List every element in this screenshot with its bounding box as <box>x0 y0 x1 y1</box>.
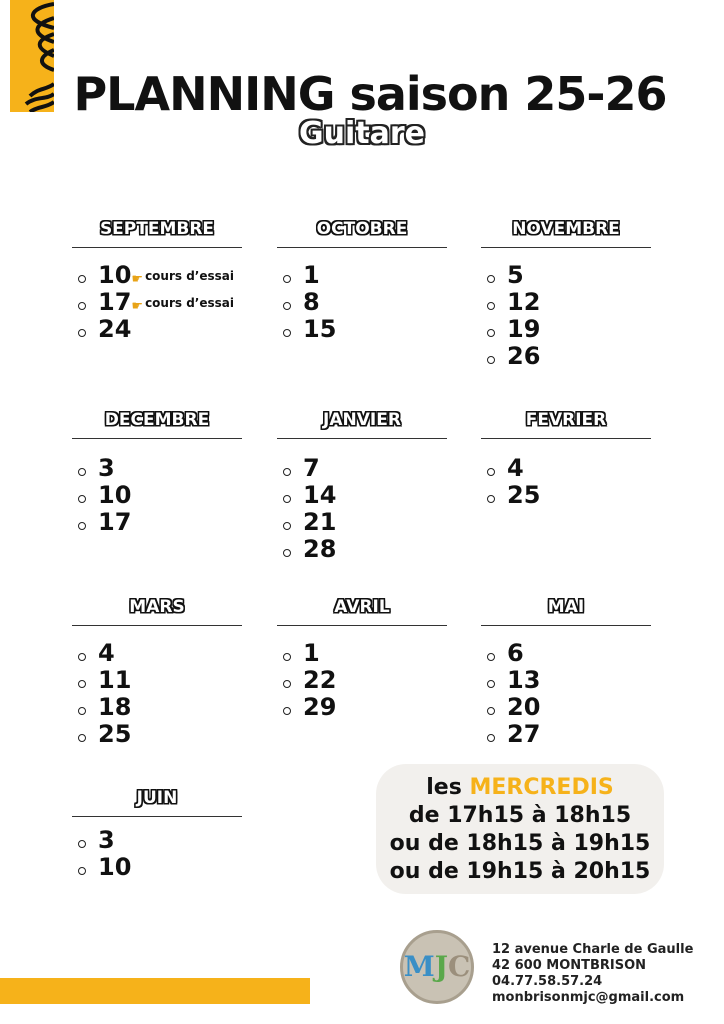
date-item <box>277 316 447 343</box>
month-divider <box>481 247 651 248</box>
date-list <box>277 640 447 721</box>
month-janvier <box>277 407 447 563</box>
date-item <box>481 289 651 316</box>
month-divider <box>72 816 242 817</box>
page-subtitle: Guitare <box>299 116 425 151</box>
date-day: 27 <box>507 720 541 748</box>
month-fevrier <box>481 407 651 509</box>
date-note: cours d’essai <box>145 268 234 283</box>
date-item <box>72 667 242 694</box>
month-octobre <box>277 216 447 343</box>
contact-email: monbrisonmjc@gmail.com <box>492 990 685 1005</box>
schedule-slot: de 17h15 à 18h15 <box>408 803 632 828</box>
date-item <box>72 640 242 667</box>
date-day: 12 <box>507 288 541 316</box>
date-day: 20 <box>507 693 541 721</box>
page-title: PLANNING saison 25-26 <box>73 67 667 121</box>
date-item <box>481 640 651 667</box>
date-day: 29 <box>303 693 337 721</box>
date-item <box>277 694 447 721</box>
month-novembre <box>481 216 651 370</box>
month-mai <box>481 594 651 748</box>
date-list <box>277 455 447 563</box>
date-day: 14 <box>303 481 337 509</box>
date-item <box>72 827 242 854</box>
month-name: OCTOBRE <box>316 219 408 239</box>
date-list <box>481 262 651 370</box>
month-name: AVRIL <box>334 597 390 617</box>
schedule-day: MERCREDIS <box>469 775 614 800</box>
date-list <box>72 640 242 748</box>
date-item <box>277 667 447 694</box>
month-name: SEPTEMBRE <box>99 219 215 239</box>
bottom-accent-bar <box>0 978 310 1004</box>
date-item <box>72 262 242 289</box>
date-item <box>481 721 651 748</box>
date-day: 7 <box>303 454 320 482</box>
month-divider <box>72 247 242 248</box>
date-note: cours d’essai <box>145 295 234 310</box>
mjc-logo: MJC <box>400 930 474 1004</box>
date-day: 25 <box>507 481 541 509</box>
month-name: JANVIER <box>323 410 401 430</box>
schedule-heading: les MERCREDIS <box>426 775 614 800</box>
date-list <box>72 827 242 881</box>
date-item <box>277 455 447 482</box>
date-day: 13 <box>507 666 541 694</box>
schedule-slot: ou de 19h15 à 20h15 <box>389 859 651 884</box>
date-item <box>481 455 651 482</box>
date-list <box>481 640 651 748</box>
month-name: MAI <box>547 597 585 617</box>
month-divider <box>481 438 651 439</box>
pointing-hand-icon: ☛ <box>131 272 144 287</box>
date-item <box>277 509 447 536</box>
date-item <box>481 316 651 343</box>
date-day: 10 <box>98 853 132 881</box>
contact-street: 12 avenue Charle de Gaulle <box>492 942 694 957</box>
month-divider <box>481 625 651 626</box>
date-day: 4 <box>507 454 524 482</box>
date-item <box>72 854 242 881</box>
month-divider <box>72 625 242 626</box>
date-day: 3 <box>98 454 115 482</box>
date-day: 3 <box>98 826 115 854</box>
date-item <box>72 289 242 316</box>
month-decembre <box>72 407 242 536</box>
date-day: 19 <box>507 315 541 343</box>
date-day: 10 <box>98 261 132 289</box>
month-name: FEVRIER <box>525 410 607 430</box>
month-divider <box>277 247 447 248</box>
date-day: 17 <box>98 288 132 316</box>
schedule-slot: ou de 18h15 à 19h15 <box>389 831 651 856</box>
date-list <box>277 262 447 343</box>
contact-block <box>492 942 693 1006</box>
month-divider <box>277 625 447 626</box>
date-item <box>72 455 242 482</box>
month-divider <box>277 438 447 439</box>
date-day: 10 <box>98 481 132 509</box>
date-day: 8 <box>303 288 320 316</box>
date-day: 1 <box>303 261 320 289</box>
date-item <box>481 343 651 370</box>
date-item <box>481 262 651 289</box>
month-mars <box>72 594 242 748</box>
date-day: 21 <box>303 508 337 536</box>
date-day: 15 <box>303 315 337 343</box>
date-day: 11 <box>98 666 132 694</box>
contact-city: 42 600 MONTBRISON <box>492 958 647 973</box>
date-list <box>72 455 242 536</box>
date-day: 5 <box>507 261 524 289</box>
date-item <box>72 694 242 721</box>
contact-phone: 04.77.58.57.24 <box>492 974 603 989</box>
date-day: 22 <box>303 666 337 694</box>
date-item <box>277 536 447 563</box>
month-divider <box>72 438 242 439</box>
schedule-box <box>376 764 664 894</box>
date-item <box>481 694 651 721</box>
date-list <box>72 262 242 343</box>
corner-decoration <box>0 0 54 112</box>
date-item <box>277 262 447 289</box>
date-item <box>277 482 447 509</box>
month-septembre <box>72 216 242 343</box>
date-day: 6 <box>507 639 524 667</box>
date-day: 4 <box>98 639 115 667</box>
month-avril <box>277 594 447 721</box>
date-day: 1 <box>303 639 320 667</box>
date-day: 17 <box>98 508 132 536</box>
pointing-hand-icon: ☛ <box>131 299 144 314</box>
date-day: 28 <box>303 535 337 563</box>
date-day: 24 <box>98 315 132 343</box>
date-item <box>481 482 651 509</box>
date-day: 26 <box>507 342 541 370</box>
date-day: 18 <box>98 693 132 721</box>
date-item <box>72 721 242 748</box>
month-name: NOVEMBRE <box>512 219 620 239</box>
date-list <box>481 455 651 509</box>
date-day: 25 <box>98 720 132 748</box>
date-item <box>277 289 447 316</box>
date-item <box>72 482 242 509</box>
month-juin <box>72 785 242 881</box>
month-name: DECEMBRE <box>104 410 210 430</box>
date-item <box>277 640 447 667</box>
date-item <box>481 667 651 694</box>
month-name: MARS <box>129 597 185 617</box>
date-item <box>72 509 242 536</box>
date-item <box>72 316 242 343</box>
month-name: JUIN <box>136 788 178 808</box>
